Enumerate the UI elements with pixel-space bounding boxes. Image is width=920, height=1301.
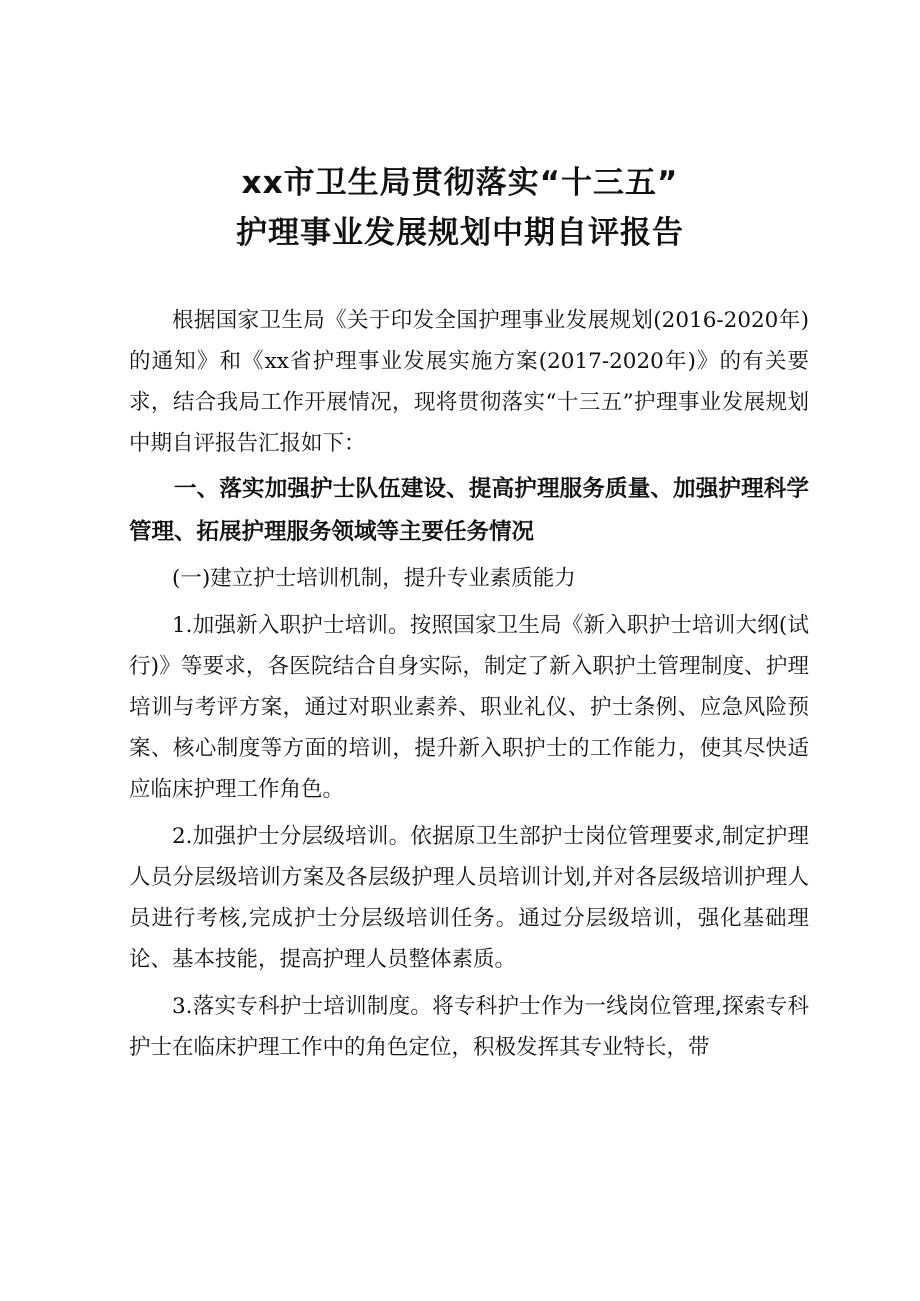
section-heading-1: 一、落实加强护士队伍建设、提高护理服务质量、加强护理科学管理、拓展护理服务领域等主要任务情况 [129, 476, 809, 545]
body-paragraph-3: 3.落实专科护士培训制度。将专科护士作为一线岗位管理,探索专科护士在临床护理工作中的角色定位，积极发挥其专业特长，带 [129, 994, 809, 1060]
document-body [129, 300, 809, 1068]
body-paragraph-1: 1.加强新入职护士培训。按照国家卫生局《新入职护士培训大纲(试行)》等要求，各医院结合自身实际，制定了新入职护土管理制度、护理培训与考评方案，通过对职业素养、职业礼仪、护士条例、应急风险预案、核心制度等方面的培训，提升新入职护士的工作能力，使其尽快适应临床护理工作角色。 [129, 613, 809, 802]
intro-paragraph: 根据国家卫生局《关于印发全国护理事业发展规划(2016-2020年)的通知》和《xx省护理事业发展实施方案(2017-2020年)》的有关要求，结合我局工作开展情况，现将贯彻落实“十三五”护理事业发展规划中期自评报告汇报如下： [129, 308, 809, 456]
document-title-line-1: xx市卫生局贯彻落实“十三五” [241, 165, 679, 201]
body-paragraph-2: 2.加强护士分层级培训。依据原卫生部护士岗位管理要求,制定护理人员分层级培训方案及各层级护理人员培训计划,并对各层级培训护理人员进行考核,完成护士分层级培训任务。通过分层级培训，强化基础理论、基本技能，提高护理人员整体素质。 [129, 824, 809, 972]
document-title-line-2: 护理事业发展规划中期自评报告 [236, 215, 684, 251]
subsection-heading-1: (一)建立护士培训机制，提升专业素质能力 [172, 566, 576, 591]
